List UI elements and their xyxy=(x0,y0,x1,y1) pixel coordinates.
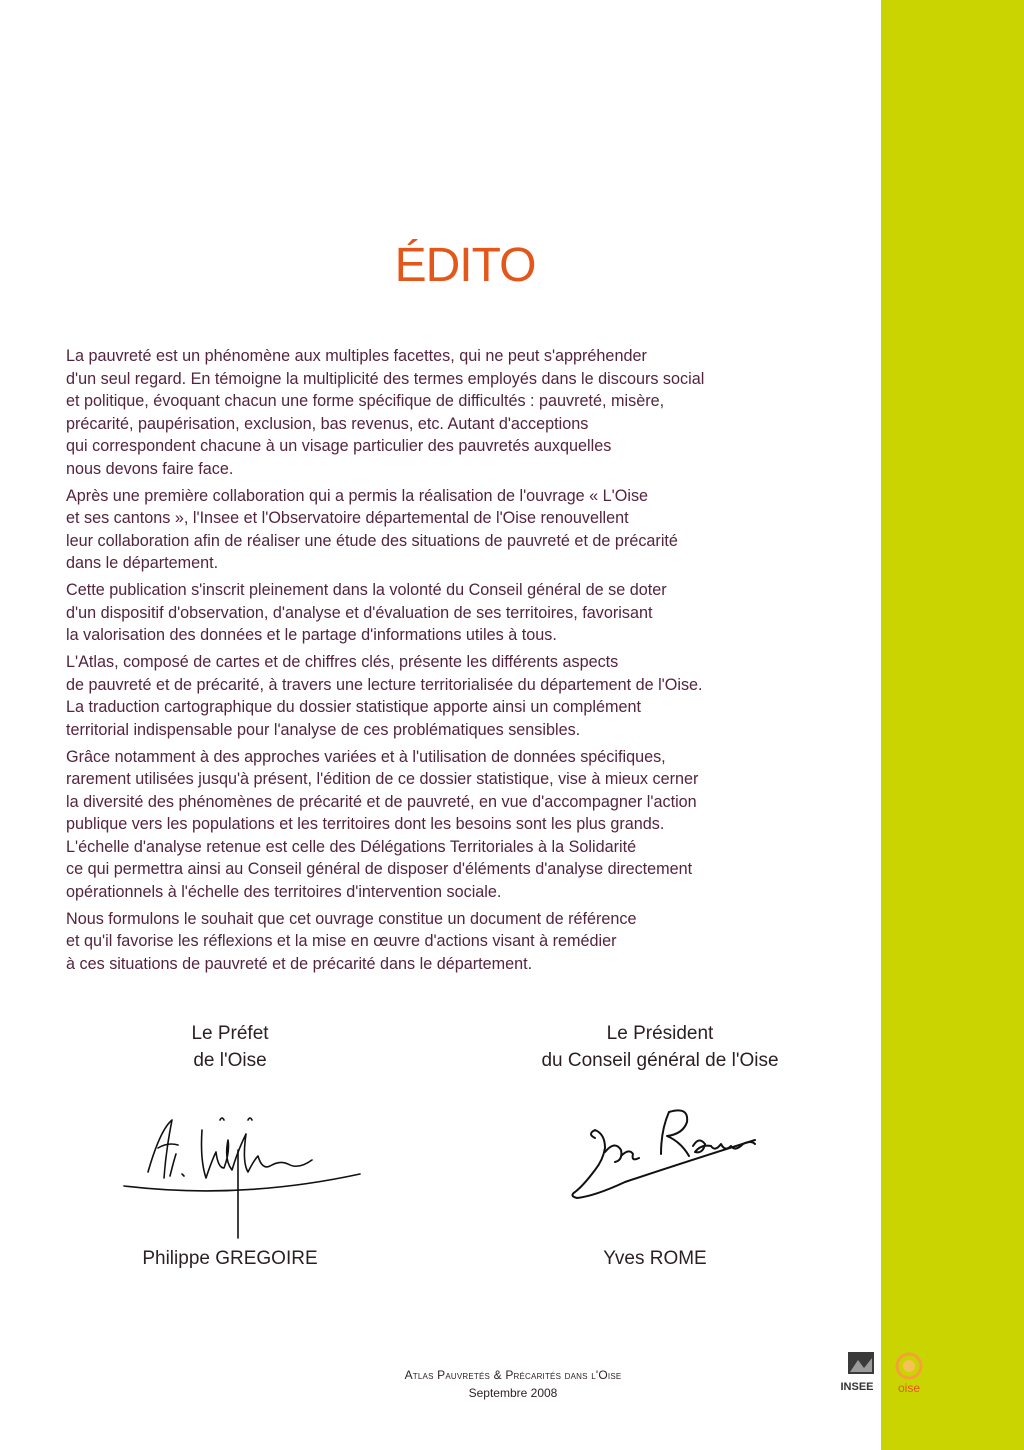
text-line: Après une première collaboration qui a permis la réalisation de l'ouvrage « L'Oise xyxy=(66,486,649,505)
insee-logo xyxy=(834,1350,880,1398)
paragraph-3 xyxy=(66,579,876,647)
president-role-line1: Le Président xyxy=(606,1023,714,1044)
publication-date: Septembre 2008 xyxy=(468,1386,558,1400)
text-line: nous devons faire face. xyxy=(66,459,234,478)
text-line: dans le département. xyxy=(66,554,219,572)
prefet-role xyxy=(120,1020,340,1074)
prefet-name: Philippe GREGOIRE xyxy=(142,1248,318,1269)
president-role-line2: du Conseil général de l'Oise xyxy=(541,1050,779,1071)
text-line: Cette publication s'inscrit pleinement dans la volonté du Conseil général de se doter xyxy=(66,581,667,599)
text-line: ce qui permettra ainsi au Conseil général de disposer d'éléments d'analyse directement xyxy=(66,860,693,878)
prefet-signature xyxy=(120,1090,365,1240)
paragraph-1 xyxy=(66,345,876,480)
president-signature xyxy=(565,1100,760,1210)
text-line: et qu'il favorise les réflexions et la mise en œuvre d'actions visant à remédier xyxy=(66,932,617,950)
text-line: La traduction cartographique du dossier statistique apporte ainsi un complément xyxy=(66,698,642,716)
text-line: de pauvreté et de précarité, à travers une lecture territorialisée du département de l'Oise. xyxy=(66,675,703,694)
president-name: Yves ROME xyxy=(603,1248,707,1269)
text-line: d'un seul regard. En témoigne la multiplicité des termes employés dans le discours social xyxy=(66,369,705,388)
text-line: la diversité des phénomènes de précarité et de pauvreté, en vue d'accompagner l'action xyxy=(66,792,697,811)
text-line: L'échelle d'analyse retenue est celle des Délégations Territoriales à la Solidarité xyxy=(66,837,637,856)
prefet-role-line2: de l'Oise xyxy=(193,1050,267,1071)
text-line: publique vers les populations et les territoires dont les besoins sont les plus grands. xyxy=(66,815,665,833)
text-line: la valorisation des données et le partage d'informations utiles à tous. xyxy=(66,626,557,644)
text-line: d'un dispositif d'observation, d'analyse et d'évaluation de ses territoires, favorisant xyxy=(66,603,653,622)
side-color-band xyxy=(881,0,1024,1450)
text-line: à ces situations de pauvreté et de précarité dans le département. xyxy=(66,954,533,973)
oise-logo-text: oise xyxy=(897,1381,921,1395)
text-line: rarement utilisées jusqu'à présent, l'édition de ce dossier statistique, vise à mieux cerner xyxy=(66,770,699,788)
edito-body xyxy=(66,345,876,980)
paragraph-6 xyxy=(66,908,876,976)
paragraph-5 xyxy=(66,746,876,904)
text-line: et ses cantons », l'Insee et l'Observatoire départemental de l'Oise renouvellent xyxy=(66,509,629,527)
oise-logo xyxy=(887,1348,931,1396)
text-line: La pauvreté est un phénomène aux multiples facettes, qui ne peut s'appréhender xyxy=(66,347,647,365)
text-line: et politique, évoquant chacun une forme spécifique de difficultés : pauvreté, misère, xyxy=(66,392,665,410)
prefet-role-line1: Le Préfet xyxy=(191,1023,269,1044)
text-line: Grâce notamment à des approches variées et à l'utilisation de données spécifiques, xyxy=(66,747,666,766)
text-line: Nous formulons le souhait que cet ouvrage constitue un document de référence xyxy=(66,909,637,928)
president-role xyxy=(500,1020,820,1074)
text-line: opérationnels à l'échelle des territoires d'intervention sociale. xyxy=(66,882,502,901)
text-line: qui correspondent chacune à un visage particulier des pauvretés auxquelles xyxy=(66,437,612,455)
publication-title: Atlas Pauvretés & Précarités dans l'Oise xyxy=(404,1368,622,1382)
text-line: territorial indispensable pour l'analyse de ces problématiques sensibles. xyxy=(66,720,581,739)
paragraph-4 xyxy=(66,651,876,741)
text-line: L'Atlas, composé de cartes et de chiffres clés, présente les différents aspects xyxy=(66,653,619,671)
text-line: précarité, paupérisation, exclusion, bas revenus, etc. Autant d'acceptions xyxy=(66,414,589,433)
text-line: leur collaboration afin de réaliser une étude des situations de pauvreté et de précarité xyxy=(66,531,678,550)
insee-logo-text: INSEE xyxy=(840,1381,874,1393)
page-title: ÉDITO xyxy=(394,239,536,292)
page-footer xyxy=(300,1366,726,1402)
paragraph-2 xyxy=(66,485,876,575)
